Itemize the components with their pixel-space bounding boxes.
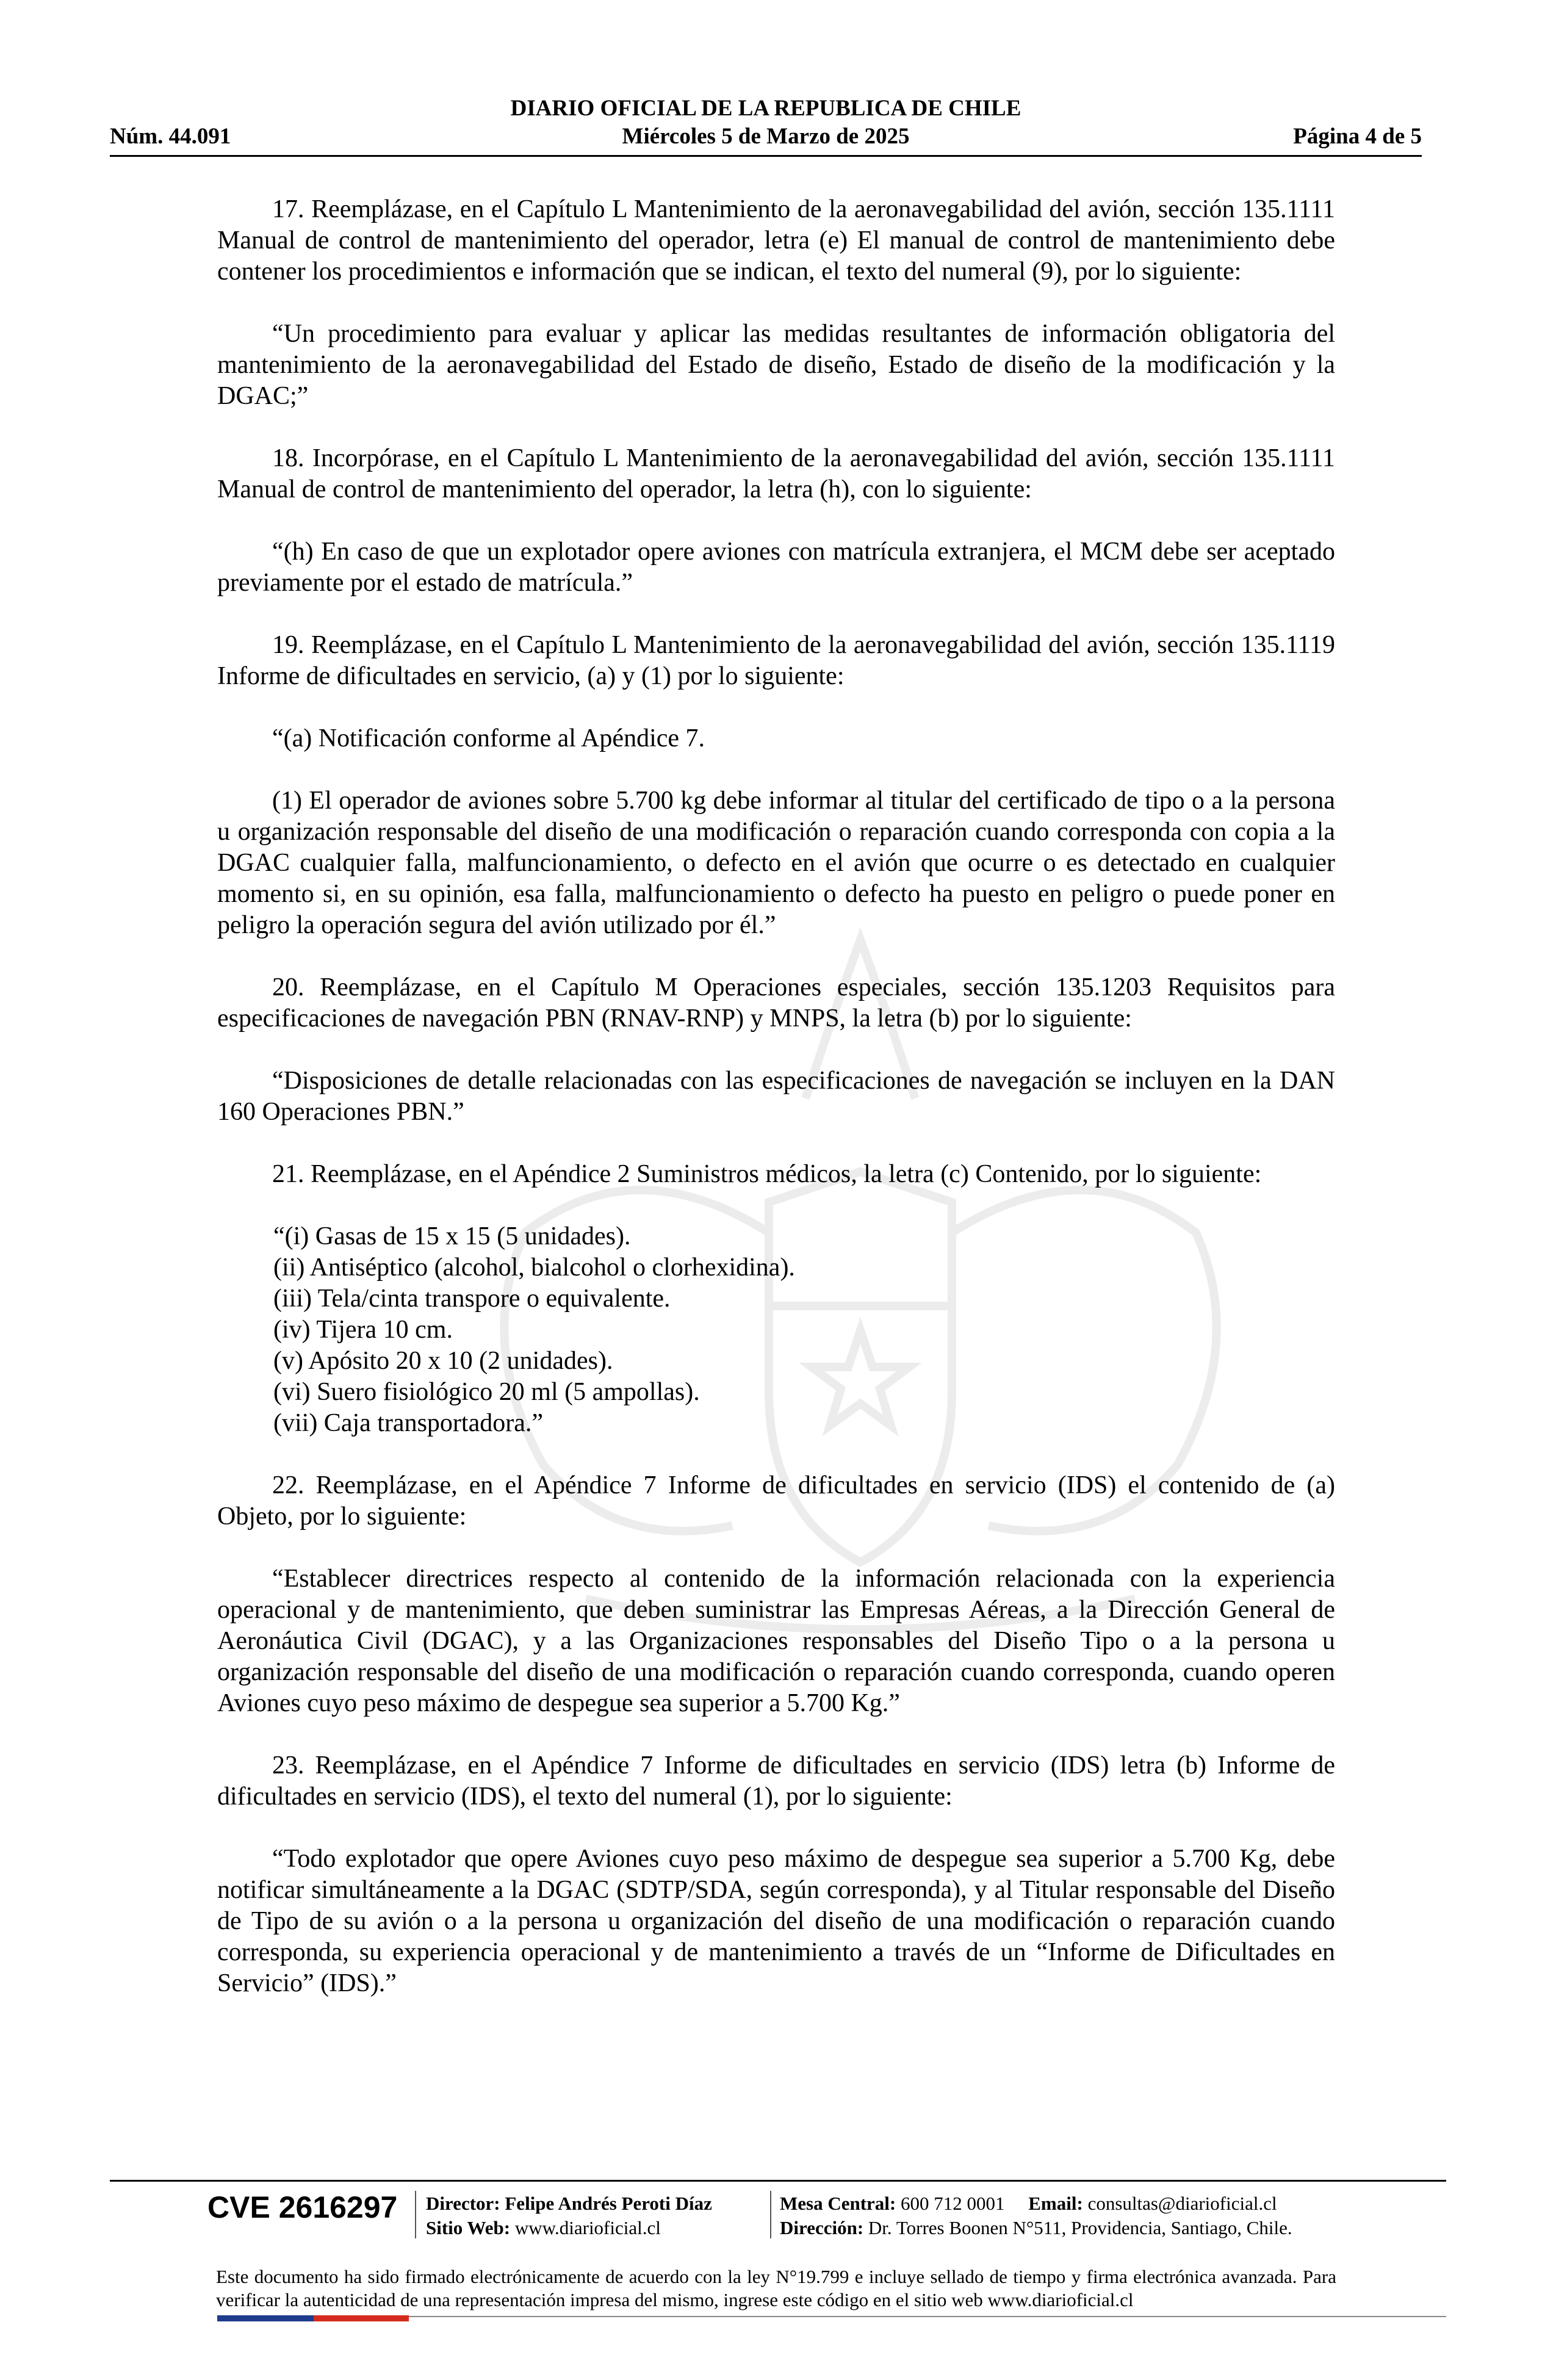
- address-line: [780, 2216, 1292, 2240]
- quote-19b: (1) El operador de aviones sobre 5.700 kg debe informar al titular del certificado de tipo o a la persona u organización responsable del diseño de una modificación o reparación cuando corresponda con copia a la DGAC cualquier falla, malfuncionamiento, o defecto en el avión que ocurre o es detectado en cualquier momento si, en su opinión, esa falla, malfuncionamiento o defecto ha puesto en peligro o puede poner en peligro la operación segura del avión utilizado por él.”: [217, 787, 1335, 939]
- quote-19a: “(a) Notificación conforme al Apéndice 7.: [272, 724, 705, 752]
- issue-date: Miércoles 5 de Marzo de 2025: [622, 124, 910, 149]
- director-name: Felipe Andrés Peroti Díaz: [505, 2193, 712, 2214]
- list-item: (vii) Caja transportadora.”: [273, 1409, 543, 1437]
- header-divider: [110, 155, 1422, 157]
- quote-18: “(h) En caso de que un explotador opere aviones con matrícula extranjera, el MCM debe ser aceptado previamente por el estado de matrícula.”: [217, 538, 1335, 597]
- article-19: 19. Reemplázase, en el Capítulo L Mantenimiento de la aeronavegabilidad del avión, sección 135.1119 Informe de dificultades en servicio, (a) y (1) por lo siguiente:: [217, 631, 1335, 690]
- flag-stripe-blue: [217, 2315, 314, 2321]
- list-item: (ii) Antiséptico (alcohol, bialcohol o clorhexidina).: [273, 1253, 795, 1282]
- footer-separator: [415, 2191, 416, 2238]
- website-link[interactable]: www.diarioficial.cl: [514, 2217, 661, 2238]
- director-label: Director:: [426, 2193, 500, 2214]
- footer-divider: [110, 2180, 1446, 2182]
- article-21: 21. Reemplázase, en el Apéndice 2 Suministros médicos, la letra (c) Contenido, por lo siguiente:: [272, 1160, 1262, 1188]
- article-20: 20. Reemplázase, en el Capítulo M Operaciones especiales, sección 135.1203 Requisitos para especificaciones de navegación PBN (RNAV-RNP) y MNPS, la letra (b) por lo siguiente:: [217, 973, 1335, 1033]
- gazette-title: DIARIO OFICIAL DE LA REPUBLICA DE CHILE: [510, 96, 1021, 121]
- list-item: (vi) Suero fisiológico 20 ml (5 ampollas).: [273, 1378, 700, 1406]
- list-item: (iii) Tela/cinta transpore o equivalente.: [273, 1285, 671, 1313]
- list-item: “(i) Gasas de 15 x 15 (5 unidades).: [273, 1222, 631, 1250]
- mesa-phone: 600 712 0001: [901, 2193, 1005, 2214]
- article-17: 17. Reemplázase, en el Capítulo L Mantenimiento de la aeronavegabilidad del avión, sección 135.1111 Manual de control de mantenimiento del operador, letra (e) El manual de control de mantenimiento debe contener los procedimientos e información que se indican, el texto del numeral (9), por lo siguiente:: [217, 195, 1335, 286]
- page-number: Página 4 de 5: [1293, 124, 1422, 149]
- contact-line: [780, 2192, 1277, 2215]
- list-item: (v) Apósito 20 x 10 (2 unidades).: [273, 1347, 613, 1375]
- mesa-label: Mesa Central:: [780, 2193, 896, 2214]
- flag-stripe-red: [314, 2315, 409, 2321]
- article-22: 22. Reemplázase, en el Apéndice 7 Informe de dificultades en servicio (IDS) el contenido de (a) Objeto, por lo siguiente:: [217, 1471, 1335, 1531]
- quote-23: “Todo explotador que opere Aviones cuyo peso máximo de despegue sea superior a 5.700 Kg, debe notificar simultáneamente a la DGAC (SDTP/SDA, según corresponda), y al Titular responsable del Diseño de Tipo de su avión o a la persona u organización del diseño de una modificación o reparación cuando corresponda, su experiencia operacional y de mantenimiento a través de un “Informe de Dificultades en Servicio” (IDS).”: [217, 1845, 1335, 1997]
- quote-22: “Establecer directrices respecto al contenido de la información relacionada con la experiencia operacional y de mantenimiento, que deben suministrar las Empresas Aéreas, a la Dirección General de Aeronáutica Civil (DGAC), y a las Organizaciones responsables del Diseño Tipo o a la persona u organización responsable del diseño de una modificación o reparación cuando corresponda, cuando operen Aviones cuyo peso máximo de despegue sea superior a 5.700 Kg.”: [217, 1565, 1335, 1717]
- address-text: Dr. Torres Boonen N°511, Providencia, Santiago, Chile.: [868, 2217, 1292, 2238]
- document-body: [217, 194, 1335, 2030]
- article-18: 18. Incorpórase, en el Capítulo L Mantenimiento de la aeronavegabilidad del avión, sección 135.1111 Manual de control de mantenimiento del operador, la letra (h), con lo siguiente:: [217, 444, 1335, 503]
- footer-separator: [770, 2191, 771, 2238]
- website-label: Sitio Web:: [426, 2217, 511, 2238]
- address-label: Dirección:: [780, 2217, 864, 2238]
- email-label: Email:: [1028, 2193, 1083, 2214]
- list-item: (iv) Tijera 10 cm.: [273, 1316, 453, 1344]
- quote-17: “Un procedimiento para evaluar y aplicar las medidas resultantes de información obligatoria del mantenimiento de la aeronavegabilidad del Estado de diseño, Estado de diseño de la modificación y la DGAC;”: [217, 320, 1335, 410]
- issue-number: Núm. 44.091: [110, 124, 231, 149]
- website-line: [426, 2216, 661, 2240]
- quote-20: “Disposiciones de detalle relacionadas con las especificaciones de navegación se incluyen en la DAN 160 Operaciones PBN.”: [217, 1067, 1335, 1126]
- email-link[interactable]: consultas@diarioficial.cl: [1087, 2193, 1277, 2214]
- cve-code: CVE 2616297: [207, 2190, 398, 2224]
- article-23: 23. Reemplázase, en el Apéndice 7 Informe de dificultades en servicio (IDS) letra (b) Informe de dificultades en servicio (IDS), el texto del numeral (1), por lo siguiente:: [217, 1751, 1335, 1811]
- medical-supplies-list: [217, 1221, 1335, 1439]
- director-line: [426, 2192, 712, 2215]
- signature-disclaimer: Este documento ha sido firmado electrónicamente de acuerdo con la ley N°19.799 e incluye sellado de tiempo y firma electrónica avanzada. Para verificar la autenticidad de una representación impresa del mismo, ingrese este código en el sitio web www.diarioficial.cl: [216, 2266, 1336, 2310]
- page-header: [110, 92, 1422, 159]
